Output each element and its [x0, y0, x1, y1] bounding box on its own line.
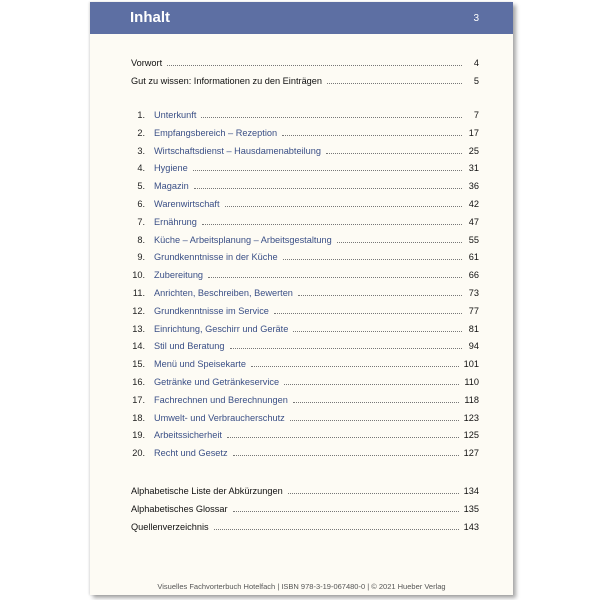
toc-chapter-number: 2. [137, 127, 145, 138]
toc-dot-leader [284, 383, 459, 385]
toc-chapter-entry [131, 231, 479, 246]
toc-chapter-number: 18. [132, 412, 145, 423]
toc-chapter-entry [131, 177, 479, 192]
toc-page-number: 127 [463, 448, 479, 459]
toc-dot-leader [251, 365, 459, 367]
toc-entry-label: Gut zu wissen: Informationen zu den Einträgen [131, 75, 323, 86]
toc-dot-leader [230, 347, 463, 349]
toc-page-number: 135 [463, 503, 479, 514]
toc-entry-label: Wirtschaftsdienst – Hausdamenabteilung [154, 145, 321, 156]
toc-entry-label: Arbeitssicherheit [154, 430, 222, 441]
toc-entry-label: Quellenverzeichnis [131, 521, 209, 532]
toc-dot-leader [193, 169, 462, 171]
toc-chapter-entry [131, 159, 479, 174]
toc-entry-label: Fachrechnen und Berechnungen [154, 394, 288, 405]
toc-chapter-number: 8. [137, 234, 145, 245]
toc-chapter-number: 14. [132, 341, 145, 352]
toc-chapter-entry [131, 213, 479, 228]
toc-page-number: 5 [473, 75, 479, 86]
toc-entry-label: Recht und Gesetz [154, 448, 228, 459]
toc-entry-label: Küche – Arbeitsplanung – Arbeitsgestaltung [154, 234, 332, 245]
toc-page-number: 7 [473, 110, 479, 120]
page-header [90, 2, 513, 34]
toc-entry-label: Alphabetisches Glossar [131, 503, 228, 514]
toc-chapter-entry [131, 248, 479, 263]
toc-chapter-number: 15. [132, 359, 145, 370]
toc-chapter-entry [131, 355, 479, 370]
toc-entry-label: Grundkenntnisse im Service [154, 305, 269, 316]
toc-chapter-entry [131, 106, 479, 121]
toc-dot-leader [288, 492, 459, 494]
toc-dot-leader [214, 528, 459, 530]
toc-page-number: 77 [468, 305, 479, 316]
toc-chapter-entry [131, 284, 479, 299]
toc-entry [131, 482, 479, 497]
toc-chapter-number: 16. [132, 377, 145, 387]
toc-page-number: 42 [468, 199, 479, 209]
toc-entry-label: Hygiene [154, 163, 188, 174]
toc-chapter-entry [131, 426, 479, 441]
toc-chapter-entry [131, 320, 479, 335]
toc-chapter-number: 6. [137, 199, 145, 209]
toc-page-number: 31 [468, 163, 479, 174]
toc-entry-label: Grundkenntnisse in der Küche [154, 252, 278, 263]
toc-page-number: 118 [464, 394, 479, 405]
page-footer: Visuelles Fachvorterbuch Hotelfach | ISBN 978-3-19-067480-0 | © 2021 Hueber Verlag [157, 582, 446, 591]
toc-chapter-entry [131, 266, 479, 281]
toc-chapter-number: 11. [132, 288, 145, 298]
toc-chapter-entry [131, 142, 479, 157]
toc-page-number: 73 [468, 288, 479, 298]
toc-dot-leader [225, 205, 462, 207]
toc-entry [131, 54, 479, 69]
toc-dot-leader [208, 276, 462, 278]
toc-entry-label: Unterkunft [154, 110, 197, 120]
toc-entry-label: Menü und Speisekarte [154, 359, 246, 370]
toc-entry-label: Empfangsbereich – Rezeption [154, 127, 278, 138]
toc-page-number: 47 [468, 216, 479, 227]
toc-entry-label: Vorwort [131, 58, 163, 68]
toc-page-number: 17 [468, 127, 479, 138]
toc-entry-label: Getränke und Getränkeservice [154, 377, 280, 387]
page-number: 3 [473, 13, 479, 24]
toc-chapter-number: 13. [132, 323, 145, 334]
toc-page-number: 94 [468, 341, 479, 352]
toc-chapter-number: 17. [132, 394, 145, 405]
toc-dot-leader [293, 330, 462, 332]
toc-entry [131, 518, 479, 533]
toc-chapter-number: 3. [137, 145, 145, 156]
toc-dot-leader [233, 510, 459, 512]
page-title: Inhalt [130, 9, 170, 26]
toc-dot-leader [337, 241, 462, 243]
toc-page-number: 55 [468, 234, 479, 245]
toc-dot-leader [282, 134, 462, 136]
toc-page-number: 61 [468, 252, 479, 263]
toc-dot-leader [201, 116, 462, 118]
book-page [90, 2, 513, 595]
toc-page-number: 101 [463, 359, 479, 370]
toc-chapter-entry [131, 337, 479, 352]
toc-page-number: 66 [468, 270, 479, 281]
toc-page-number: 25 [468, 145, 479, 156]
toc-chapter-entry [131, 391, 479, 406]
toc-dot-leader [293, 401, 460, 403]
toc-page-number: 4 [473, 58, 479, 68]
toc-page-number: 143 [463, 521, 479, 532]
toc-page-number: 125 [463, 430, 479, 441]
toc-dot-leader [233, 454, 459, 456]
toc-entry-label: Umwelt- und Verbraucherschutz [154, 412, 285, 423]
toc-dot-leader [194, 187, 462, 189]
toc-dot-leader [167, 64, 462, 66]
toc-entry-label: Warenwirtschaft [154, 199, 220, 209]
toc-entry [131, 500, 479, 515]
toc-chapter-number: 19. [132, 430, 145, 441]
toc-dot-leader [274, 312, 462, 314]
toc-page-number: 110 [464, 377, 479, 387]
toc-page-number: 123 [463, 412, 479, 423]
toc-entry-label: Einrichtung, Geschirr und Geräte [154, 323, 289, 334]
toc-entry-label: Alphabetische Liste der Abkürzungen [131, 486, 283, 496]
toc-chapter-entry [131, 444, 479, 459]
toc-chapter-number: 4. [137, 163, 145, 174]
toc-chapter-number: 1. [137, 110, 145, 120]
toc-dot-leader [283, 258, 462, 260]
toc-chapter-entry [131, 373, 479, 388]
toc-entry-label: Stil und Beratung [154, 341, 225, 352]
toc-chapter-entry [131, 195, 479, 210]
toc-chapter-number: 12. [132, 305, 145, 316]
toc-dot-leader [327, 82, 462, 84]
toc-chapter-number: 7. [137, 216, 145, 227]
toc-chapter-number: 9. [137, 252, 145, 263]
toc-dot-leader [202, 223, 462, 225]
toc-dot-leader [326, 152, 462, 154]
toc-chapter-entry [131, 302, 479, 317]
toc-chapter-number: 5. [137, 181, 145, 192]
toc-entry [131, 72, 479, 87]
toc-page-number: 36 [468, 181, 479, 192]
toc-dot-leader [298, 294, 462, 296]
toc-entry-label: Ernährung [154, 216, 197, 227]
toc-page-number: 81 [468, 323, 479, 334]
toc-entry-label: Anrichten, Beschreiben, Bewerten [154, 288, 293, 298]
toc-chapter-entry [131, 409, 479, 424]
toc-chapter-number: 10. [132, 270, 145, 281]
toc-entry-label: Zubereitung [154, 270, 204, 281]
toc-chapter-entry [131, 124, 479, 139]
toc-entry-label: Magazin [154, 181, 189, 192]
toc-dot-leader [290, 419, 459, 421]
toc-page-number: 134 [463, 486, 479, 496]
toc-dot-leader [227, 436, 459, 438]
toc-chapter-number: 20. [132, 448, 145, 459]
